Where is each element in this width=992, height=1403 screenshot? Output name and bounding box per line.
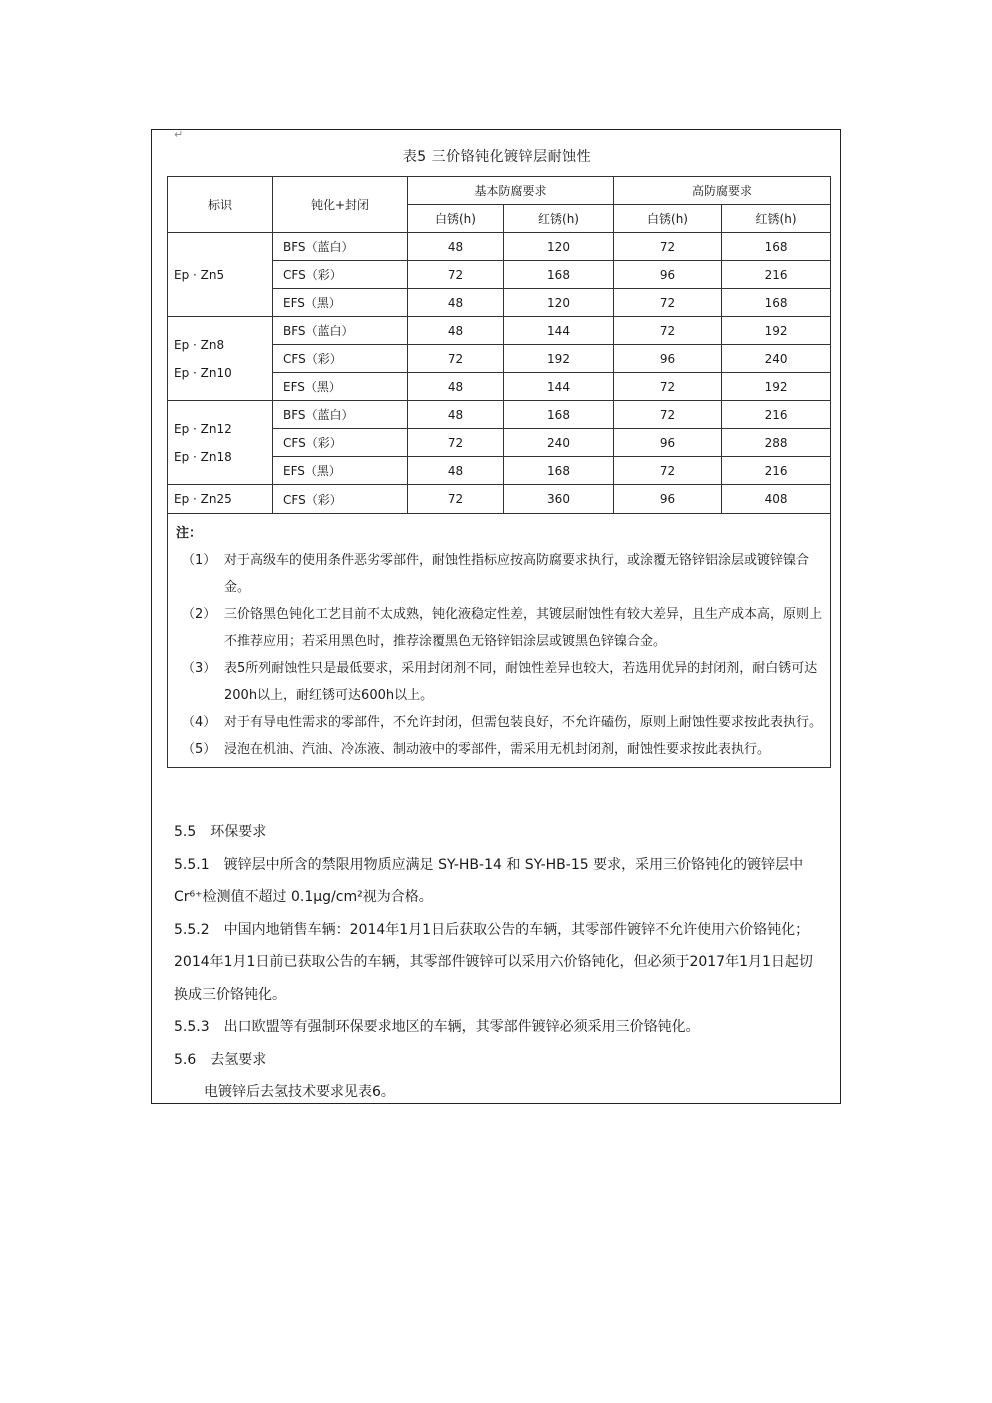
basic-red-cell: 120 [504, 233, 614, 261]
basic-red-cell: 168 [504, 401, 614, 429]
high-white-cell: 96 [614, 345, 722, 373]
section-number: 5.5.3 [174, 1019, 210, 1035]
ident-line: Ep · Zn10 [174, 365, 232, 380]
notes-list [176, 547, 826, 763]
ident-line: Ep · Zn12 [174, 421, 232, 436]
basic-white-cell: 72 [408, 429, 504, 457]
treatment-cell: CFS（彩） [273, 345, 408, 373]
section-title: 去氢要求 [210, 1051, 267, 1068]
section-5-5-2 [174, 914, 824, 1012]
high-white-cell: 72 [614, 373, 722, 401]
basic-red-cell: 192 [504, 345, 614, 373]
section-number: 5.5.2 [174, 921, 210, 938]
high-red-cell: 216 [722, 401, 831, 429]
header-high-white: 白锈(h) [614, 205, 722, 233]
basic-red-cell: 168 [504, 261, 614, 289]
header-basic-white: 白锈(h) [408, 205, 504, 233]
basic-white-cell: 48 [408, 317, 504, 345]
body-text [174, 816, 824, 1109]
note-item [176, 736, 826, 763]
paragraph-mark: ↵ [174, 128, 184, 141]
table-row [168, 317, 831, 345]
note-number: （1） [182, 553, 217, 568]
note-number: （5） [182, 742, 217, 757]
notes-cell [168, 514, 831, 768]
basic-white-cell: 72 [408, 485, 504, 514]
basic-red-cell: 168 [504, 457, 614, 485]
note-text: 表5所列耐蚀性只是最低要求，采用封闭剂不同，耐蚀性差异也较大，若选用优异的封闭剂，耐白锈可达200h以上，耐红锈可达600h以上。 [224, 661, 818, 703]
treatment-cell: BFS（蓝白） [273, 317, 408, 345]
note-number: （4） [182, 715, 217, 730]
section-number: 5.5 [174, 824, 197, 840]
section-text: 中国内地销售车辆：2014年1月1日后获取公告的车辆，其零部件镀锌不允许使用六价铬钝化；2014年1月1日前已获取公告的车辆，其零部件镀锌可以采用六价铬钝化，但必须于2017年1月1日起切换成三价铬钝化。 [174, 921, 813, 1003]
high-red-cell: 192 [722, 317, 831, 345]
table-header [168, 177, 831, 233]
ident-cell [168, 233, 273, 317]
header-ident: 标识 [168, 177, 273, 233]
note-item [176, 709, 826, 736]
high-white-cell: 72 [614, 233, 722, 261]
treatment-cell: CFS（彩） [273, 485, 408, 514]
basic-white-cell: 48 [408, 373, 504, 401]
section-title: 环保要求 [210, 824, 267, 840]
section-text: 镀锌层中所含的禁限用物质应满足 SY-HB-14 和 SY-HB-15 要求，采用三价铬钝化的镀锌层中 Cr⁶⁺检测值不超过 0.1μg/cm²视为合格。 [174, 856, 804, 905]
ident-cell [168, 401, 273, 485]
table-body [168, 233, 831, 514]
header-high-red: 红锈(h) [722, 205, 831, 233]
high-red-cell: 240 [722, 345, 831, 373]
note-item [176, 601, 826, 655]
notes-section [168, 514, 831, 768]
basic-white-cell: 72 [408, 345, 504, 373]
section-number: 5.6 [174, 1051, 197, 1068]
basic-red-cell: 360 [504, 485, 614, 514]
high-white-cell: 72 [614, 289, 722, 317]
treatment-cell: BFS（蓝白） [273, 401, 408, 429]
high-white-cell: 72 [614, 317, 722, 345]
basic-red-cell: 240 [504, 429, 614, 457]
header-basic: 基本防腐要求 [408, 177, 614, 205]
high-red-cell: 288 [722, 429, 831, 457]
notes-title: 注： [176, 526, 203, 541]
basic-white-cell: 72 [408, 261, 504, 289]
high-red-cell: 168 [722, 289, 831, 317]
corrosion-table [167, 176, 831, 768]
section-number: 5.5.1 [174, 856, 210, 873]
basic-red-cell: 144 [504, 317, 614, 345]
high-red-cell: 192 [722, 373, 831, 401]
basic-white-cell: 48 [408, 401, 504, 429]
section-5-6-paragraph: 电镀锌后去氢技术要求见表6。 [204, 1084, 395, 1100]
high-red-cell: 408 [722, 485, 831, 514]
section-5-6-heading [174, 1044, 824, 1077]
note-number: （2） [182, 607, 217, 622]
treatment-cell: EFS（黑） [273, 373, 408, 401]
ident-cell [168, 317, 273, 401]
header-high: 高防腐要求 [614, 177, 831, 205]
note-item [176, 547, 826, 601]
ident-line: Ep · Zn18 [174, 449, 232, 464]
table-row [168, 401, 831, 429]
high-red-cell: 216 [722, 457, 831, 485]
basic-white-cell: 48 [408, 289, 504, 317]
section-5-5-heading [174, 816, 824, 849]
section-text: 出口欧盟等有强制环保要求地区的车辆，其零部件镀锌必须采用三价铬钝化。 [223, 1019, 700, 1035]
high-red-cell: 216 [722, 261, 831, 289]
section-5-5-1 [174, 849, 824, 914]
ident-line: Ep · Zn5 [174, 267, 225, 282]
high-white-cell: 72 [614, 401, 722, 429]
table-row [168, 485, 831, 514]
note-number: （3） [182, 661, 217, 676]
header-treatment: 钝化+封闭 [273, 177, 408, 233]
note-text: 浸泡在机油、汽油、冷冻液、制动液中的零部件，需采用无机封闭剂，耐蚀性要求按此表执行。 [224, 742, 771, 757]
note-item [176, 655, 826, 709]
basic-red-cell: 120 [504, 289, 614, 317]
treatment-cell: EFS（黑） [273, 289, 408, 317]
treatment-cell: EFS（黑） [273, 457, 408, 485]
treatment-cell: CFS（彩） [273, 429, 408, 457]
basic-red-cell: 144 [504, 373, 614, 401]
document-page [151, 129, 841, 1104]
basic-white-cell: 48 [408, 457, 504, 485]
high-white-cell: 96 [614, 429, 722, 457]
treatment-cell: CFS（彩） [273, 261, 408, 289]
high-white-cell: 72 [614, 457, 722, 485]
note-text: 对于高级车的使用条件恶劣零部件，耐蚀性指标应按高防腐要求执行，或涂覆无铬锌铝涂层或镀锌镍合金。 [224, 553, 810, 595]
ident-line: Ep · Zn25 [174, 492, 232, 506]
high-white-cell: 96 [614, 261, 722, 289]
header-basic-red: 红锈(h) [504, 205, 614, 233]
note-text: 对于有导电性需求的零部件，不允许封闭，但需包装良好，不允许磕伤，原则上耐蚀性要求按此表执行。 [224, 715, 823, 730]
ident-cell [168, 485, 273, 514]
high-white-cell: 96 [614, 485, 722, 514]
section-5-5-3 [174, 1011, 824, 1044]
treatment-cell: BFS（蓝白） [273, 233, 408, 261]
table-caption: 表5 三价铬钝化镀锌层耐蚀性 [402, 149, 592, 165]
basic-white-cell: 48 [408, 233, 504, 261]
note-text: 三价铬黑色钝化工艺目前不太成熟，钝化液稳定性差，其镀层耐蚀性有较大差异，且生产成本高，原则上不推荐应用；若采用黑色时，推荐涂覆黑色无铬锌铝涂层或镀黑色锌镍合金。 [224, 607, 823, 649]
high-red-cell: 168 [722, 233, 831, 261]
ident-line: Ep · Zn8 [174, 337, 225, 352]
table-row [168, 233, 831, 261]
